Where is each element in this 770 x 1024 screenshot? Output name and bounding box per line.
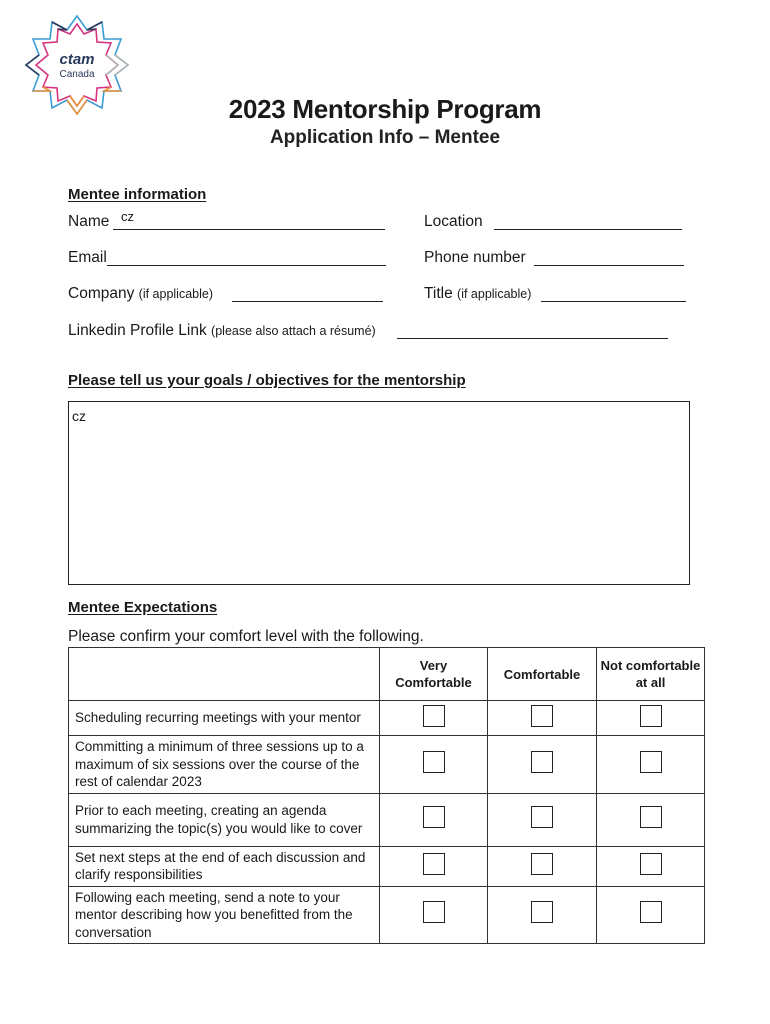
name-label: Name (68, 213, 110, 230)
company-field[interactable] (232, 301, 383, 302)
comfort-table (68, 647, 705, 944)
location-label: Location (424, 213, 483, 230)
header-very-comfortable: Very Comfortable (380, 648, 488, 701)
page-title: 2023 Mentorship Program (228, 94, 542, 124)
title-label (424, 285, 531, 303)
checkbox[interactable] (423, 705, 445, 727)
phone-label: Phone number (424, 249, 526, 266)
table-row (69, 846, 705, 886)
checkbox[interactable] (640, 901, 662, 923)
logo-brand-text: ctam (59, 51, 95, 68)
logo-country-text: Canada (59, 69, 95, 80)
checkbox[interactable] (640, 751, 662, 773)
header-not-comfortable: Not comfortable at all (597, 648, 705, 701)
goals-value[interactable]: cz (72, 408, 86, 424)
table-row (69, 886, 705, 944)
checkbox[interactable] (640, 853, 662, 875)
phone-field[interactable] (534, 265, 684, 266)
checkbox[interactable] (423, 853, 445, 875)
table-row (69, 736, 705, 794)
goals-textarea[interactable] (68, 401, 690, 585)
email-label: Email (68, 249, 107, 266)
checkbox[interactable] (423, 901, 445, 923)
table-header-row (69, 648, 705, 701)
goals-heading: Please tell us your goals / objectives for the mentorship (68, 372, 466, 389)
table-row (69, 701, 705, 736)
title-note: (if applicable) (457, 287, 532, 301)
row-label: Scheduling recurring meetings with your mentor (69, 701, 380, 736)
checkbox[interactable] (531, 901, 553, 923)
row-label: Following each meeting, send a note to your mentor describing how you benefitted from the conversation (69, 886, 380, 944)
mentee-info-heading: Mentee information (68, 186, 207, 203)
email-field[interactable] (107, 265, 386, 266)
company-label-text: Company (68, 285, 135, 302)
row-label: Committing a minimum of three sessions up to a maximum of six sessions over the course of the rest of calendar 2023 (69, 736, 380, 794)
row-label: Set next steps at the end of each discussion and clarify responsibilities (69, 846, 380, 886)
checkbox[interactable] (531, 705, 553, 727)
name-field[interactable] (113, 229, 385, 230)
company-note: (if applicable) (138, 287, 213, 301)
linkedin-note: (please also attach a résumé) (211, 324, 376, 338)
company-label (68, 285, 213, 303)
page-subtitle: Application Info – Mentee (269, 127, 501, 148)
checkbox[interactable] (423, 806, 445, 828)
title-label-text: Title (424, 285, 453, 302)
checkbox[interactable] (423, 751, 445, 773)
checkbox[interactable] (640, 705, 662, 727)
checkbox[interactable] (531, 751, 553, 773)
header-blank (69, 648, 380, 701)
linkedin-label (68, 322, 376, 340)
header-comfortable: Comfortable (488, 648, 597, 701)
checkbox[interactable] (531, 806, 553, 828)
name-value[interactable]: cz (121, 209, 134, 224)
row-label: Prior to each meeting, creating an agenda summarizing the topic(s) you would like to cover (69, 793, 380, 846)
location-field[interactable] (494, 229, 682, 230)
linkedin-label-text: Linkedin Profile Link (68, 322, 207, 339)
checkbox[interactable] (531, 853, 553, 875)
checkbox[interactable] (640, 806, 662, 828)
expectations-intro: Please confirm your comfort level with the following. (68, 628, 424, 645)
expectations-heading: Mentee Expectations (68, 599, 218, 616)
title-field[interactable] (541, 301, 686, 302)
table-row (69, 793, 705, 846)
linkedin-field[interactable] (397, 338, 668, 339)
